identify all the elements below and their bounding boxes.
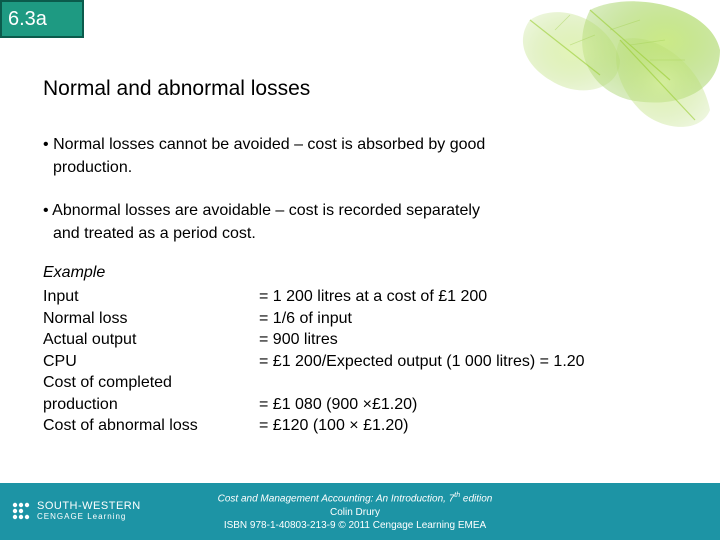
leaf-decoration-icon xyxy=(470,0,720,140)
isbn: ISBN 978-1-40803-213-9 © 2011 Cengage Learning EMEA xyxy=(223,520,487,532)
example-table xyxy=(43,286,585,437)
cengage-logo-icon xyxy=(10,500,32,522)
slide-title: Normal and abnormal losses xyxy=(43,77,311,100)
row-value: = 900 litres xyxy=(259,331,338,348)
row-value: = 1/6 of input xyxy=(259,309,352,327)
slide-number-badge: 6.3a xyxy=(0,0,84,38)
logo-line-2: CENGAGE Learning xyxy=(37,512,127,521)
bullet-line-1: Abnormal losses are avoidable – cost is recorded separately xyxy=(52,202,480,219)
row-label: Cost of abnormal loss xyxy=(43,417,198,434)
bullet-mark: • xyxy=(43,202,49,219)
author: Colin Drury xyxy=(329,506,380,518)
bullet-line-1: Normal losses cannot be avoided – cost is absorbed by good xyxy=(53,136,486,153)
bullet-normal-losses xyxy=(43,133,603,179)
logo-line-1: SOUTH-WESTERN xyxy=(37,500,141,512)
row-value: = 1 200 litres at a cost of £1 200 xyxy=(259,288,488,305)
example-row-cost-completed xyxy=(43,372,585,394)
footer-citation xyxy=(195,489,515,533)
row-value: = £1 080 (900 ×£1.20) xyxy=(259,395,418,413)
row-value: = £1 200/Expected output (1 000 litres) = 1.20 xyxy=(259,352,585,370)
row-label: Normal loss xyxy=(43,309,128,327)
example-row-cpu xyxy=(43,351,585,373)
row-label: Input xyxy=(43,288,79,305)
row-value: = £120 (100 × £1.20) xyxy=(259,417,409,434)
row-label: CPU xyxy=(43,352,77,370)
bullet-mark: • xyxy=(43,136,49,153)
row-label: Actual output xyxy=(43,331,137,348)
example-row-production xyxy=(43,394,585,416)
footer-bar xyxy=(0,483,720,540)
example-row-actual-output xyxy=(43,329,585,351)
example-row-normal-loss xyxy=(43,308,585,330)
bullet-abnormal-losses xyxy=(43,199,603,245)
bullet-line-2: and treated as a period cost. xyxy=(53,225,256,242)
row-label: production xyxy=(43,395,118,413)
book-title: Cost and Management Accounting: An Introduction, 7th edition xyxy=(217,492,493,505)
example-row-input xyxy=(43,286,585,308)
bullet-line-2: production. xyxy=(53,159,133,176)
example-label: Example xyxy=(43,264,106,281)
row-label: Cost of completed xyxy=(43,374,172,391)
example-row-abnormal-loss xyxy=(43,415,585,437)
publisher-logo xyxy=(10,500,141,522)
